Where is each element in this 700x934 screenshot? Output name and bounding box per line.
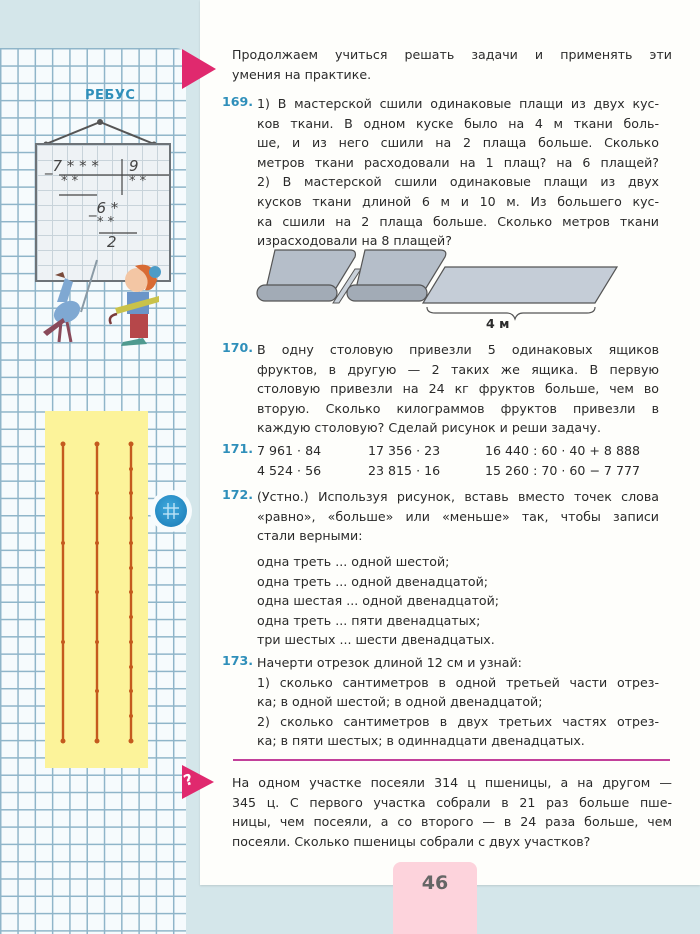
task-number-171: 171. [222, 441, 254, 456]
task-line: 1) сколько сантиметров в одной третьей части отрез- [257, 674, 659, 690]
comparison-item: три шестых ... шести двенадцатых. [257, 632, 495, 648]
task-line: (Устно.) Используя рисунок, вставь вместо точек слова [257, 489, 659, 504]
task-number-172: 172. [222, 487, 254, 502]
rebus-divisor: 9 [129, 157, 139, 175]
task-172-items [257, 552, 659, 650]
fraction-strips-illustration [45, 411, 148, 768]
task-170-text [257, 340, 659, 438]
task-line: ка; в пяти шестых; в одиннадцати двенадцатых. [257, 733, 585, 749]
task-line: 345 ц. С первого участка собрали в 21 раз больше пше- [232, 794, 672, 810]
task-173-text [257, 653, 659, 751]
task-line: 2) В мастерской сшили одинаковые плащи из двух [257, 174, 659, 190]
task-line: метров ткани расходовали на 1 плащ? на 6 плащей? [257, 154, 659, 170]
task-line: «равно», «больше» или «меньше» так, чтобы записи [257, 508, 659, 524]
comparison-item: одна шестая ... одной двенадцатой; [257, 593, 500, 609]
intro-text [232, 45, 672, 84]
task-line: столовую привезли на 24 кг фруктов больше, чем во [257, 381, 659, 397]
task-line: ка сшили на 2 плаща больше. Сколько метров ткани [257, 213, 659, 229]
fabric-rolls-illustration [255, 245, 625, 340]
task-number-169: 169. [222, 94, 254, 109]
task-line: кусков ткани длиной 6 м и 10 м. Из большего кус- [257, 193, 659, 209]
expression: 7 961 · 84 [257, 443, 322, 458]
comparison-item: одна треть ... одной шестой; [257, 554, 450, 569]
task-169-text [257, 94, 659, 251]
rebus-remainder: 2 [107, 233, 117, 251]
expression: 4 524 · 56 [257, 462, 322, 478]
task-line: Начерти отрезок длиной 12 см и узнай: [257, 655, 522, 670]
task-number-170: 170. [222, 340, 254, 355]
task-line: ницы, чем посеяли, а со второго — в 24 раза больше, чем [232, 814, 672, 830]
section-divider [233, 759, 670, 761]
page-number: 46 [393, 862, 477, 934]
task-line: 2) сколько сантиметров в двух третьих частях отрез- [257, 713, 659, 729]
task-line: стали верными: [257, 528, 363, 544]
task-172-text [257, 487, 659, 546]
comparison-item: одна треть ... одной двенадцатой; [257, 573, 489, 589]
rebus-quotient: * * [129, 174, 147, 189]
challenge-task-text [232, 773, 672, 851]
question-mark-icon: ? [181, 770, 196, 790]
task-number-173: 173. [222, 653, 254, 668]
task-line: посеяли. Сколько пшеницы собрали с двух участков? [232, 833, 591, 849]
task-line: На одном участке посеяли 314 ц пшеницы, а на другом — [232, 775, 672, 790]
task-line: каждую столовую? Сделай рисунок и реши задачу. [257, 420, 602, 436]
rebus-row: * * [61, 174, 79, 189]
expression: 16 440 : 60 · 40 + 8 888 [485, 443, 640, 458]
board-hanger-icon [40, 118, 160, 146]
task-line: ка; в одной шестой; в одной двенадцатой; [257, 694, 543, 710]
rebus-title: РЕБУС [85, 88, 136, 103]
intro-line: Продолжаем учиться решать задачи и применять эти [232, 47, 672, 62]
task-line: ше, и из него сшили на 2 плаща больше. Сколько [257, 135, 659, 151]
section-pointer-icon [182, 49, 216, 89]
expression: 15 260 : 70 · 60 − 7 777 [485, 462, 640, 478]
cartoon-characters-illustration [35, 250, 175, 350]
question-pointer-icon [182, 765, 214, 799]
comparison-item: одна треть ... пяти двенадцатых; [257, 612, 481, 628]
task-line: В одну столовую привезли 5 одинаковых ящиков [257, 342, 659, 357]
interactive-hint-button[interactable] [150, 490, 192, 532]
task-line: ков ткани. В одном куске было на 4 м ткани боль- [257, 115, 659, 131]
rebus-row: * * [97, 215, 115, 230]
expression: 23 815 · 16 [368, 462, 441, 478]
rebus-dividend: _7 * * * [45, 157, 99, 175]
expression: 17 356 · 23 [368, 443, 441, 458]
intro-line: умения на практике. [232, 66, 372, 82]
rebus-row: _6 * [89, 199, 119, 217]
task-line: вторую. Сколько килограммов фруктов привезли в [257, 400, 659, 416]
task-line: фруктов, в другую — 2 таких же ящика. В первую [257, 361, 659, 377]
grid-globe-icon [155, 495, 187, 527]
task-line: израсходовали на 8 плащей? [257, 233, 452, 249]
fabric-length-label: 4 м [486, 316, 510, 331]
task-line: 1) В мастерской сшили одинаковые плащи из двух кус- [257, 96, 659, 111]
